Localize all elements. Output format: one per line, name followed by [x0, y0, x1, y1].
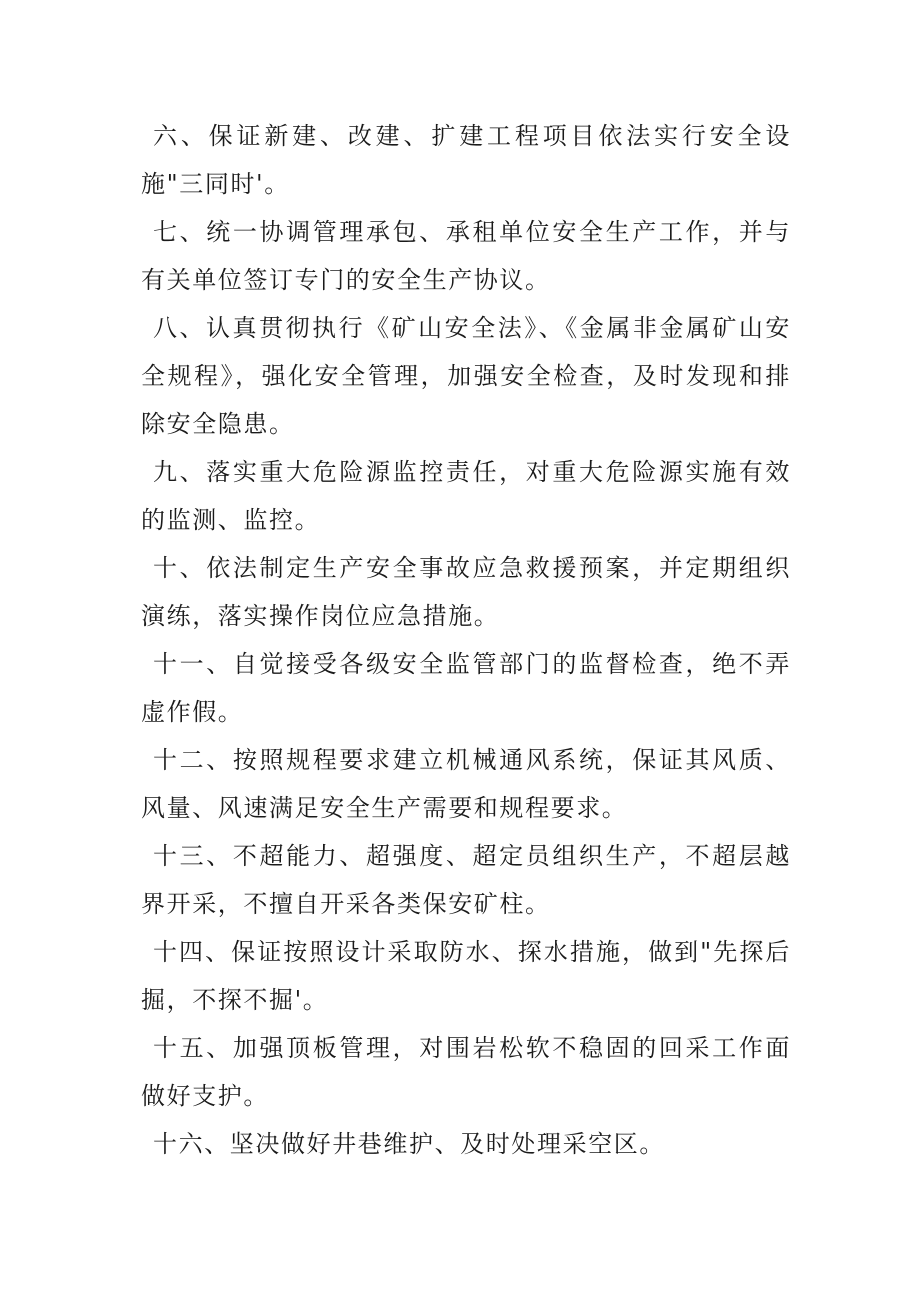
paragraph-item-16: 十六、坚决做好井巷维护、及时处理采空区。 [153, 1130, 665, 1158]
paragraph-item-7: 七、统一协调管理承包、承租单位安全生产工作，并与有关单位签订专门的安全生产协议。 [141, 218, 791, 294]
paragraph-item-13: 十三、不超能力、超强度、超定员组织生产，不超层越界开采，不擅自开采各类保安矿柱。 [141, 842, 791, 918]
paragraph-item-12: 十二、按照规程要求建立机械通风系统，保证其风质、风量、风速满足安全生产需要和规程要求。 [141, 746, 791, 822]
paragraph-item-15: 十五、加强顶板管理，对围岩松软不稳固的回采工作面做好支护。 [141, 1034, 791, 1110]
paragraph-item-9: 九、落实重大危险源监控责任，对重大危险源实施有效的监测、监控。 [141, 458, 791, 534]
document-body [141, 112, 791, 1168]
paragraph-item-6: 六、保证新建、改建、扩建工程项目依法实行安全设施"三同时'。 [141, 122, 791, 198]
paragraph-item-11: 十一、自觉接受各级安全监管部门的监督检查，绝不弄虚作假。 [141, 650, 791, 726]
paragraph-item-10: 十、依法制定生产安全事故应急救援预案，并定期组织演练，落实操作岗位应急措施。 [141, 554, 791, 630]
paragraph-item-8: 八、认真贯彻执行《矿山安全法》、《金属非金属矿山安全规程》，强化安全管理，加强安全检查，及时发现和排除安全隐患。 [141, 314, 791, 438]
paragraph-item-14: 十四、保证按照设计采取防水、探水措施，做到"先探后掘，不探不掘'。 [141, 938, 791, 1014]
